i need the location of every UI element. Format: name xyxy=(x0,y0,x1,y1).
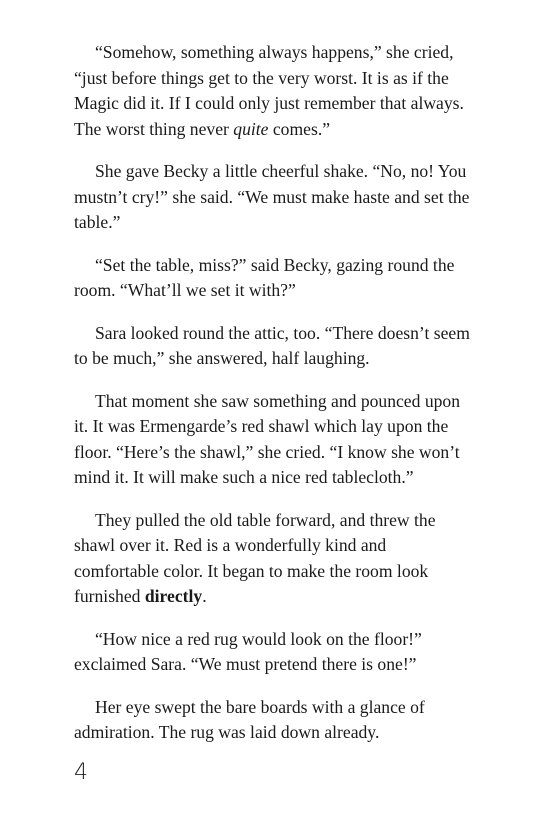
paragraph-4: Sara looked round the attic, too. “There doesn’t seem to be much,” she answered, half laughing. xyxy=(74,322,470,368)
paragraph-8: Her eye swept the bare boards with a glance of admiration. The rug was laid down already. xyxy=(74,696,425,742)
emphasis-quite: quite xyxy=(233,118,269,139)
paragraph-6: They pulled the old table forward, and threw the shawl over it. Red is a wonderfully kind and comfortable color. It began to make the room look furnished directly. xyxy=(74,509,436,606)
paragraph-1: “Somehow, something always happens,” she cried, “just before things get to the very worst. It is as if the Magic did it. If I could only just remember that always. The worst thing never quite comes.” xyxy=(74,42,464,139)
story-text xyxy=(74,40,474,763)
paragraph-5: That moment she saw something and pounced upon it. It was Ermengarde’s red shawl which lay upon the floor. “Here’s the shawl,” she cried. “I know she won’t mind it. It will make such a nice red tablecloth.” xyxy=(74,390,461,487)
paragraph-2: She gave Becky a little cheerful shake. “No, no! You mustn’t cry!” she said. “We must make haste and set the table.” xyxy=(74,161,470,232)
paragraph-7: “How nice a red rug would look on the floor!” exclaimed Sara. “We must pretend there is one!” xyxy=(74,628,422,674)
bold-directly: directly xyxy=(144,586,203,606)
paragraph-3: “Set the table, miss?” said Becky, gazing round the room. “What’ll we set it with?” xyxy=(74,254,455,300)
page-number: 4 xyxy=(74,760,88,785)
